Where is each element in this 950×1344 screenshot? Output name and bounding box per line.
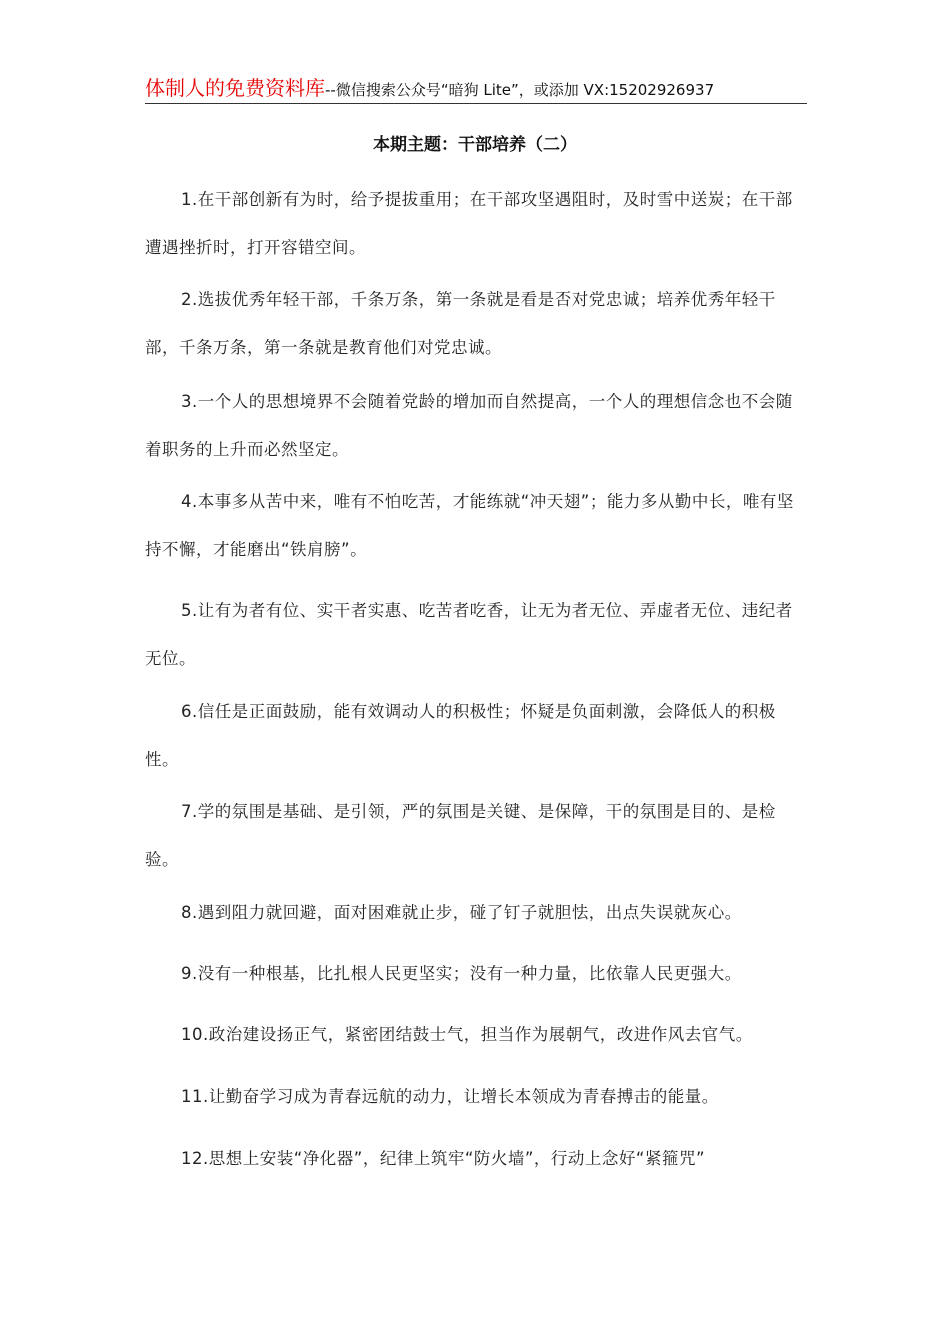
paragraph-9: 9.没有一种根基，比扎根人民更坚实；没有一种力量，比依靠人民更强大。 bbox=[181, 964, 742, 983]
paragraph-8: 8.遇到阻力就回避，面对困难就止步，碰了钉子就胆怯，出点失误就灰心。 bbox=[181, 903, 742, 922]
page-header bbox=[145, 72, 807, 104]
paragraph-3: 3.一个人的思想境界不会随着党龄的增加而自然提高，一个人的理想信念也不会随着职务的上升而必然坚定。 bbox=[145, 392, 793, 459]
paragraph-6: 6.信任是正面鼓励，能有效调动人的积极性；怀疑是负面刺激，会降低人的积极性。 bbox=[145, 702, 776, 769]
paragraph-12: 12.思想上安装“净化器”，纪律上筑牢“防火墙”，行动上念好“紧箍咒” bbox=[181, 1149, 706, 1168]
paragraph-10: 10.政治建设扬正气，紧密团结鼓士气，担当作为展朝气，改进作风去官气。 bbox=[181, 1025, 753, 1044]
paragraph-4: 4.本事多从苦中来，唯有不怕吃苦，才能练就“冲天翅”；能力多从勤中长，唯有坚持不懈，才能磨出“铁肩膀”。 bbox=[145, 492, 794, 559]
paragraph-11: 11.让勤奋学习成为青春远航的动力，让增长本领成为青春搏击的能量。 bbox=[181, 1087, 719, 1106]
paragraph-5: 5.让有为者有位、实干者实惠、吃苦者吃香，让无为者无位、弄虚者无位、违纪者无位。 bbox=[145, 601, 793, 668]
header-note: --微信搜索公众号“暗狗 Lite”，或添加 VX:15202926937 bbox=[325, 81, 715, 99]
paragraph-2: 2.选拔优秀年轻干部，千条万条，第一条就是看是否对党忠诚；培养优秀年轻干部，千条万条，第一条就是教育他们对党忠诚。 bbox=[145, 290, 776, 357]
paragraph-7: 7.学的氛围是基础、是引领，严的氛围是关键、是保障，干的氛围是目的、是检验。 bbox=[145, 802, 776, 869]
page-title: 本期主题：干部培养（二） bbox=[373, 135, 577, 155]
header-brand: 体制人的免费资料库 bbox=[145, 76, 325, 100]
paragraph-1: 1.在干部创新有为时，给予提拔重用；在干部攻坚遇阻时，及时雪中送炭；在干部遭遇挫折时，打开容错空间。 bbox=[145, 190, 793, 257]
